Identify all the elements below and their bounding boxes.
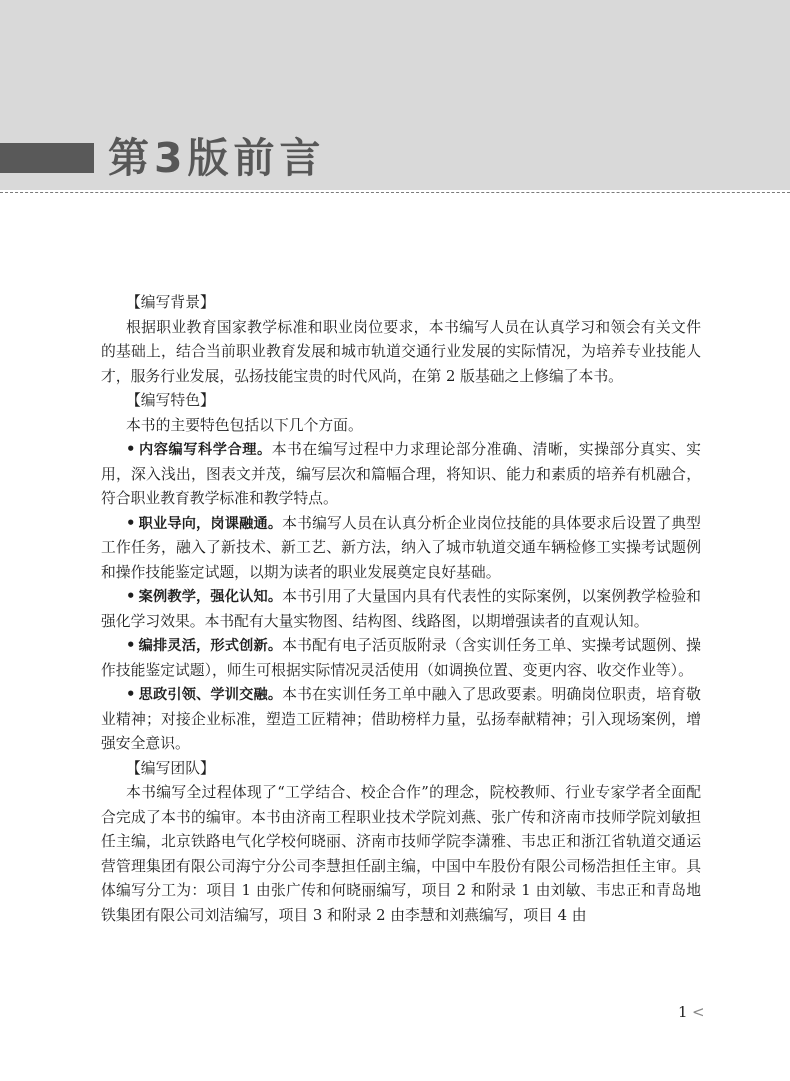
feature-title: 案例教学，强化认知。: [138, 589, 283, 605]
feature-item: [101, 438, 701, 512]
bullet-icon: •: [126, 686, 136, 703]
paragraph-features-intro: 本书的主要特色包括以下几个方面。: [126, 416, 363, 434]
header-accent-bar: [0, 143, 94, 173]
bullet-icon: •: [126, 514, 136, 532]
paragraph-background: 根据职业教育国家教学标准和职业岗位要求，本书编写人员在认真学习和领会有关文件的基础上，结合当前职业教育发展和城市轨道交通行业发展的实际情况，为培养专业技能人才，服务行业发展，弘扬技能宝贵的时代风尚，在第 2 版基础之上修编了本书。: [101, 318, 701, 385]
feature-item: [101, 512, 701, 586]
section-heading-background: 【编写背景】: [126, 294, 215, 311]
bullet-icon: •: [126, 441, 136, 458]
preface-body: [101, 291, 701, 928]
feature-title: 思政引领、学训交融。: [138, 687, 283, 703]
page-title: 第3版前言: [108, 134, 326, 182]
feature-text: 本书在编写过程中力求理论部分准确、清晰，实操部分真实、实用，深入浅出，图表文并茂，编写层次和篇幅合理，将知识、能力和素质的培养有机融合，符合职业教育教学标准和教学特点。: [101, 441, 701, 507]
feature-text: 本书编写人员在认真分析企业岗位技能的具体要求后设置了典型工作任务，融入了新技术、新工艺、新方法，纳入了城市轨道交通车辆检修工实操考试题例和操作技能鉴定试题，以期为读者的职业发展奠定良好基础。: [101, 514, 701, 581]
feature-text: 本书配有电子活页版附录（含实训任务工单、实操考试题例、操作技能鉴定试题），师生可根据实际情况灵活使用（如调换位置、变更内容、收交作业等）。: [101, 637, 701, 679]
page-arrow-icon: <: [692, 1003, 705, 1021]
paragraph-team: 本书编写全过程体现了“工学结合、校企合作”的理念，院校教师、行业专家学者全面配合完成了本书的编审。本书由济南工程职业技术学院刘燕、张广传和济南市技师学院刘敏担任主编，北京铁路电气化学校何晓丽、济南市技师学院李潇雅、韦忠正和浙江省轨道交通运营管理集团有限公司海宁分公司李慧担任副主编，中国中车股份有限公司杨浩担任主审。具体编写分工为：项目 1 由张广传和何晓丽编写，项目 2 和附录 1 由刘敏、韦忠正和青岛地铁集团有限公司刘洁编写，项目 3 和附录 2 由李慧和刘燕编写，项目 4 由: [101, 784, 701, 924]
feature-title: 内容编写科学合理。: [138, 442, 272, 458]
feature-item: [101, 585, 701, 634]
header-divider: [0, 192, 790, 193]
section-heading-features: 【编写特色】: [126, 392, 215, 409]
feature-text: 本书引用了大量国内具有代表性的实际案例，以案例教学检验和强化学习效果。本书配有大量实物图、结构图、线路图，以期增强读者的直观认知。: [101, 588, 701, 630]
bullet-icon: •: [126, 588, 136, 605]
page-number: 1: [678, 1003, 688, 1021]
bullet-icon: •: [126, 637, 136, 654]
feature-text: 本书在实训任务工单中融入了思政要素。明确岗位职责，培育敬业精神；对接企业标准，塑造工匠精神；借助榜样力量，弘扬奉献精神；引入现场案例，增强安全意识。: [101, 686, 701, 752]
feature-item: [101, 634, 701, 683]
feature-title: 职业导向，岗课融通。: [138, 515, 283, 532]
feature-item: [101, 683, 701, 757]
section-heading-team: 【编写团队】: [126, 759, 215, 777]
feature-title: 编排灵活，形式创新。: [138, 638, 283, 654]
